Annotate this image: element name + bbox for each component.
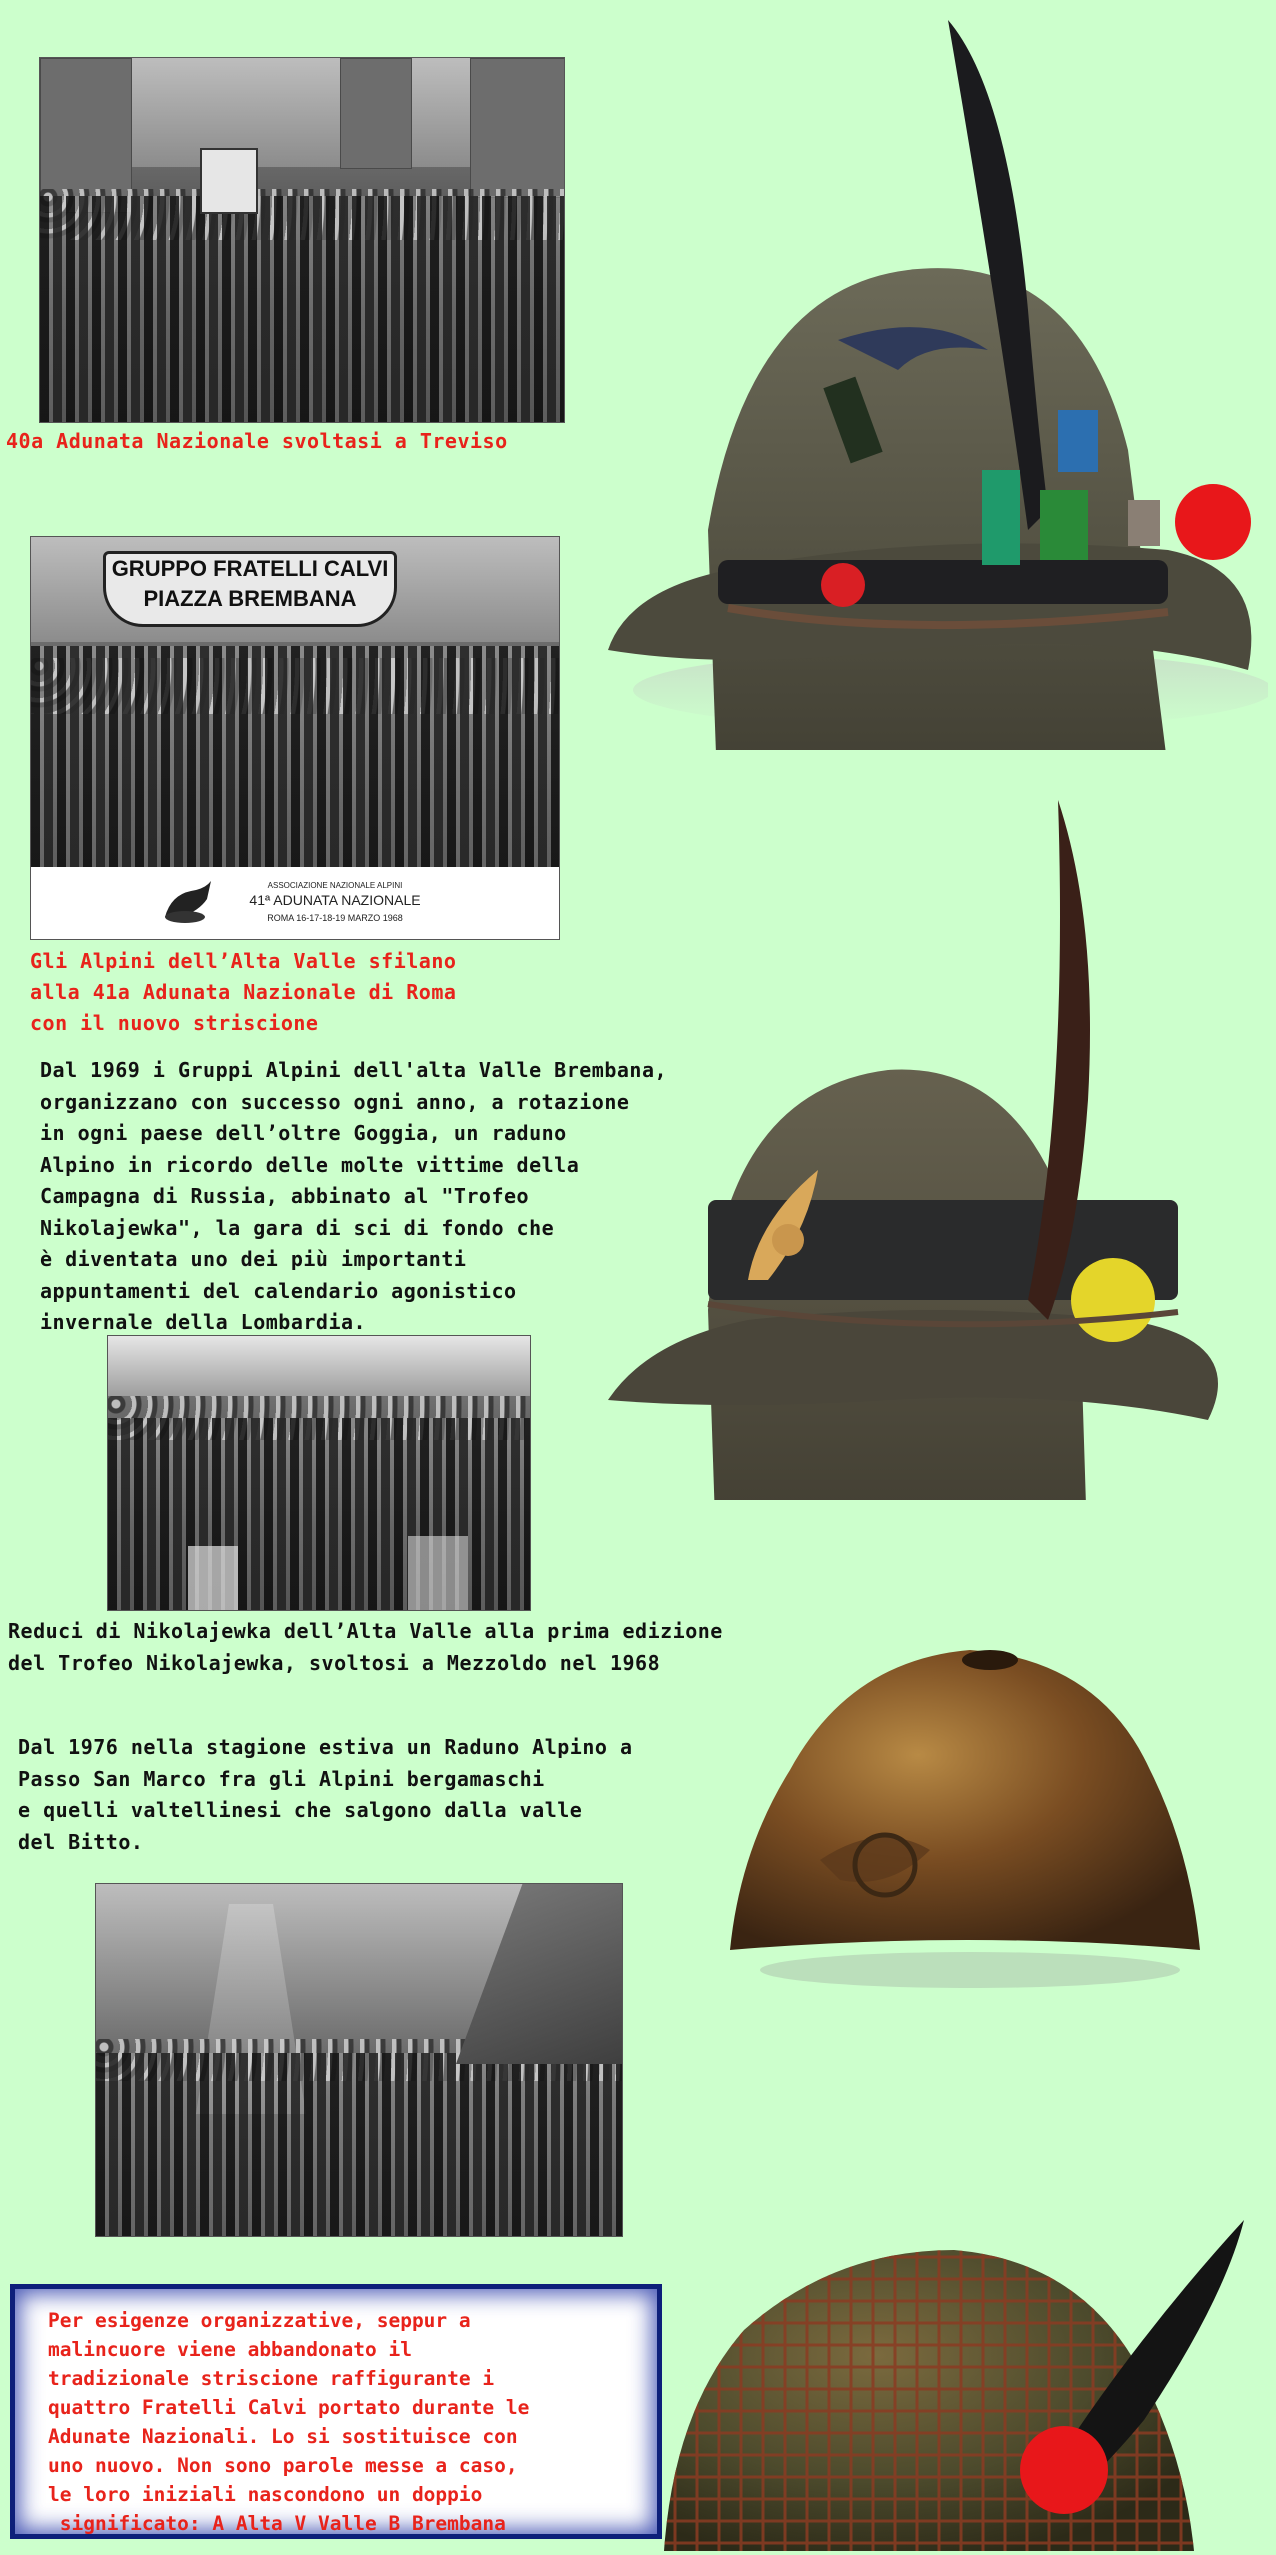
rusty-helmet-image	[720, 1630, 1220, 2010]
notice-striscione	[10, 2284, 662, 2539]
alpine-hat-with-badges-image	[608, 10, 1268, 750]
text-trofeo-nikolajewka: Dal 1969 i Gruppi Alpini dell'alta Valle Brembana, organizzano con successo ogni anno, a rotazione in ogni paese dell’oltre Goggia, un raduno Alpino in ricordo delle molte vittime della Campagna di Russia, abbinato al "Trofeo Nikolajewka", la gara di sci di fondo che è diventata uno dei più importanti appuntamenti del calendario agonistico invernale della Lombardia.	[40, 1058, 668, 1334]
footer-association: ASSOCIAZIONE NAZIONALE ALPINI	[267, 881, 403, 890]
caption-treviso: 40a Adunata Nazionale svoltasi a Treviso	[6, 429, 508, 453]
camouflage-helmet-with-feather-image	[664, 2180, 1276, 2551]
alpine-hat-yellow-pompom-image	[608, 800, 1248, 1500]
banner-line-1: GRUPPO FRATELLI CALVI	[111, 556, 389, 581]
photo-footer-strip	[31, 867, 559, 939]
text-raduno-passo-san-marco: Dal 1976 nella stagione estiva un Raduno Alpino a Passo San Marco fra gli Alpini bergamaschi e quelli valtellinesi che salgono dalla valle del Bitto.	[18, 1735, 633, 1854]
notice-text: Per esigenze organizzative, seppur a malincuore viene abbandonato il tradizionale striscione raffigurante i quattro Fratelli Calvi portato durante le Adunate Nazionali. Lo si sostituisce con uno nuovo. Non sono parole messe a caso, le loro iniziali nascondono un doppio significato: A Alta V Valle B Brembana	[48, 2309, 530, 2535]
photo-roma-adunata	[31, 537, 559, 939]
banner-gruppo-fratelli-calvi	[103, 551, 397, 627]
footer-adunata: 41ª ADUNATA NAZIONALE	[249, 892, 421, 908]
photo-treviso-adunata	[40, 58, 564, 422]
caption-reduci: Reduci di Nikolajewka dell’Alta Valle alla prima edizione del Trofeo Nikolajewka, svoltosi a Mezzoldo nel 1968	[8, 1619, 723, 1675]
banner-line-2: PIAZZA BREMBANA	[143, 586, 357, 611]
caption-roma: Gli Alpini dell’Alta Valle sfilano alla 41a Adunata Nazionale di Roma con il nuovo striscione	[30, 949, 457, 1035]
photo-passo-san-marco	[96, 1884, 622, 2236]
photo-reduci-nikolajewka	[108, 1336, 530, 1610]
footer-date: ROMA 16-17-18-19 MARZO 1968	[267, 913, 403, 923]
